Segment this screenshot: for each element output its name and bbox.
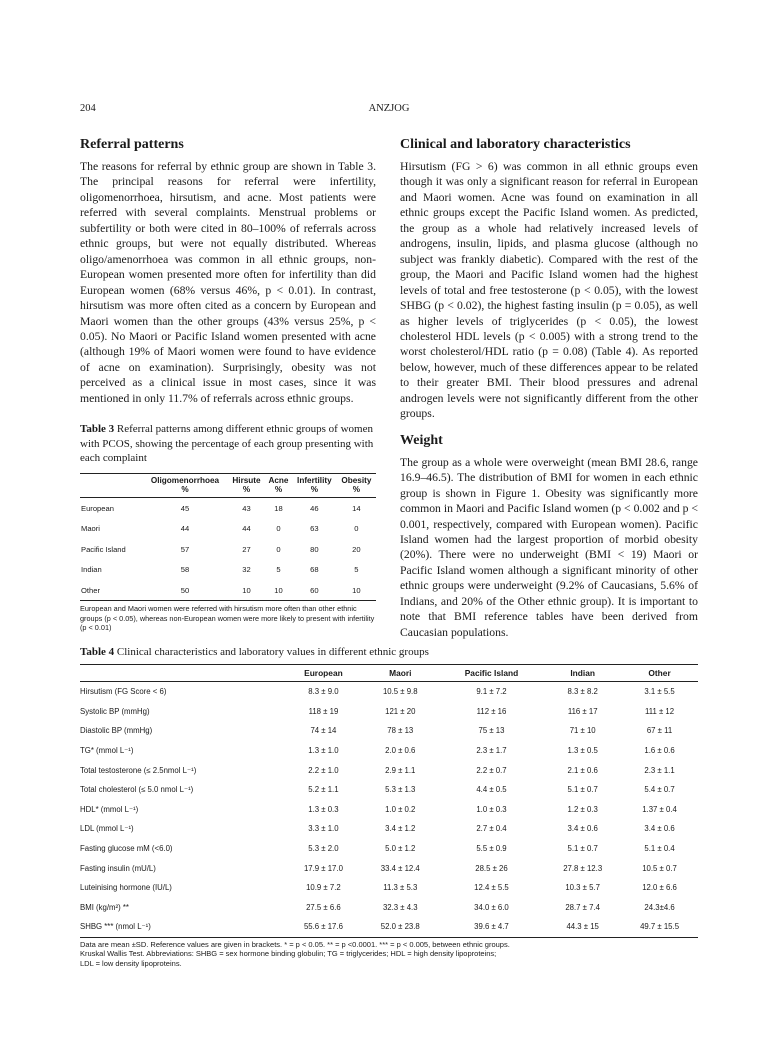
table4-caption-label: Table 4 — [80, 646, 115, 658]
table4-row-label: HDL* (mmol L⁻¹) — [80, 804, 139, 814]
table4-cell: 3.4 ± 1.2 — [385, 824, 416, 834]
table3-cell: 45 — [180, 503, 190, 513]
table4-cell: 2.2 ± 0.7 — [476, 765, 507, 775]
table4-cell: 111 ± 12 — [644, 706, 675, 716]
table4-cell: 71 ± 10 — [569, 726, 596, 736]
page-number: 204 — [80, 103, 96, 114]
table4-cell: 1.3 ± 0.3 — [308, 804, 339, 814]
table4-cell: 55.6 ± 17.6 — [285, 917, 362, 937]
table4-cell: 121 ± 20 — [385, 706, 416, 716]
left-column — [80, 136, 376, 633]
table4-cell: 9.1 ± 7.2 — [476, 687, 507, 697]
table4-cell: 39.6 ± 4.7 — [439, 917, 545, 937]
table4-row-label: BMI (kg/m²) ** — [80, 902, 129, 912]
table3-cell: 32 — [242, 565, 251, 574]
table3-cell: 14 — [352, 503, 361, 513]
table3-header-cell: Infertility — [292, 473, 337, 485]
table4-cell: 3.4 ± 0.6 — [567, 824, 598, 834]
table4-cell: 52.0 ± 23.8 — [362, 917, 439, 937]
table3-cell: 43 — [242, 503, 251, 513]
table3-header-cell: Hirsute — [228, 473, 265, 485]
table4-cell: 5.3 ± 2.0 — [308, 844, 339, 854]
table4-cell: 1.6 ± 0.6 — [644, 746, 675, 756]
table4-cell: 33.4 ± 12.4 — [380, 863, 420, 873]
table-row — [80, 800, 698, 820]
table-row — [80, 721, 698, 741]
table4-cell: 74 ± 14 — [310, 726, 337, 736]
table-row — [80, 819, 698, 839]
table4-cell: 118 ± 19 — [308, 706, 339, 716]
table3-cell: 27 — [242, 544, 251, 554]
table4-cell: 2.2 ± 1.0 — [308, 765, 339, 775]
table3-footnote: European and Maori women were referred with hirsutism more often than other ethnic groups (p < 0.05), whereas non-European women were more likely to present with infertility (p < 0.01) — [80, 604, 375, 633]
table4-cell: 5.3 ± 1.3 — [385, 785, 416, 795]
table4-block — [80, 646, 698, 969]
table3-cell: 68 — [310, 565, 319, 574]
table4-footnote-line: LDL = low density lipoproteins. — [80, 959, 182, 969]
table4-cell: 5.2 ± 1.1 — [308, 785, 339, 795]
table3-cell: 0 — [276, 524, 281, 533]
section-heading-weight: Weight — [400, 432, 443, 448]
table-row — [80, 702, 698, 722]
table3-cell: 5 — [276, 565, 281, 574]
table4-cell: 1.0 ± 0.2 — [385, 804, 416, 814]
table4-row-label: Fasting glucose mM (<6.0) — [80, 844, 173, 854]
table4-row-label: Systolic BP (mmHg) — [80, 706, 150, 716]
table-row — [80, 741, 698, 761]
section-heading-referral: Referral patterns — [80, 137, 184, 152]
table4-header-cell: European — [285, 665, 362, 682]
table3-header-cell: Obesity — [337, 473, 376, 485]
table4-cell: 1.3 ± 1.0 — [308, 746, 339, 756]
table3-row-label: Indian — [81, 565, 102, 574]
table-row — [80, 760, 698, 780]
table3-header-cell: Oligomenorrhoea — [142, 473, 228, 485]
table3-unit-cell: % — [265, 485, 292, 498]
table4-caption-text: Clinical characteristics and laboratory values in different ethnic groups — [116, 646, 429, 658]
table4-cell: 1.2 ± 0.3 — [567, 804, 598, 814]
table-row — [80, 559, 376, 580]
table4-cell: 17.9 ± 17.0 — [303, 863, 343, 873]
table3-cell: 10 — [265, 580, 292, 601]
table4-cell: 10.3 ± 5.7 — [565, 883, 600, 893]
table3-caption-label: Table 3 — [80, 423, 115, 436]
table4-footnotes — [80, 940, 698, 969]
table4-cell: 4.4 ± 0.5 — [476, 785, 507, 795]
table4-cell: 24.3±4.6 — [644, 902, 675, 912]
table4-cell: 44.3 ± 15 — [544, 917, 621, 937]
journal-name: ANZJOG — [368, 103, 410, 114]
table4-cell: 5.1 ± 0.7 — [567, 844, 598, 854]
table3-cell: 18 — [274, 503, 283, 513]
table4-header-cell: Maori — [362, 665, 439, 682]
table3-row-label: Pacific Island — [81, 544, 126, 554]
table3-caption-text: Referral patterns among different ethnic groups of women with PCOS, showing the percentage of each group presenting with each complaint — [80, 423, 374, 465]
page-header — [80, 103, 698, 117]
table4-row-label: LDL (mmol L⁻¹) — [80, 824, 134, 834]
table3-cell: 60 — [292, 580, 337, 601]
table3-caption — [80, 422, 376, 466]
table4-cell: 67 ± 11 — [646, 726, 673, 736]
table3-unit-cell: % — [142, 485, 228, 498]
section-heading-clinical: Clinical and laboratory characteristics — [400, 137, 631, 152]
table4-cell: 8.3 ± 8.2 — [567, 687, 598, 697]
table4-cell: 12.0 ± 6.6 — [642, 883, 677, 893]
table-row — [80, 539, 376, 560]
table3-cell: 80 — [310, 544, 319, 554]
table3-cell: 10 — [337, 580, 376, 601]
table3-header-row — [80, 473, 376, 485]
table3-row-label: European — [81, 503, 114, 513]
table4-cell: 3.4 ± 0.6 — [644, 824, 675, 834]
table4-row-label: Total cholesterol (≤ 5.0 nmol L⁻¹) — [80, 785, 194, 795]
table4-cell: 49.7 ± 15.5 — [621, 917, 698, 937]
table4-cell: 5.1 ± 0.7 — [567, 785, 598, 795]
table4-footnote-line: Data are mean ±SD. Reference values are given in brackets. * = p < 0.05. ** = p <0.0001. *** = p < 0.005, between ethnic groups. — [80, 939, 510, 949]
table4-cell: 1.3 ± 0.5 — [567, 746, 598, 756]
table3-header-cell — [80, 473, 142, 485]
weight-paragraph: The group as a whole were overweight (mean BMI 28.6, range 16.9–46.5). The distribution of BMI for women in each ethnic group is shown in Figure 1. Obesity was significantly more common in Maori and Pacific Island women (p < 0.002 and p < 0.001, respectively, compared with European women). Pacific Island women had the largest proportion of morbid obesity (20%). There were no underweight (BMI < 19) Maori or Pacific Island women although a significant minority of other ethnic groups were underweight (9.2% of Caucasians, 5.6% of Indians, and 20% of the Other ethnic group). It is important to note that BMI reference tables have been derived from Caucasian populations. — [400, 455, 698, 639]
table3-units-row — [80, 485, 376, 498]
table4-cell: 1.0 ± 0.3 — [476, 804, 507, 814]
table4-cell: 5.4 ± 0.7 — [644, 785, 675, 795]
table4-cell: 2.0 ± 0.6 — [385, 746, 416, 756]
table4-row-label: TG* (mmol L⁻¹) — [80, 746, 134, 756]
table3-unit-cell — [80, 485, 142, 498]
table-row — [80, 858, 698, 878]
table3-header-cell: Acne — [265, 473, 292, 485]
table-row — [80, 878, 698, 898]
table4 — [80, 664, 698, 938]
table-row — [80, 898, 698, 918]
right-column — [400, 136, 698, 640]
table4-cell: 1.37 ± 0.4 — [642, 804, 677, 814]
table3-row-label: Maori — [81, 524, 100, 533]
table3-cell: 20 — [352, 544, 361, 554]
table4-cell: 11.3 ± 5.3 — [383, 883, 418, 893]
table4-row-label: SHBG *** (nmol L⁻¹) — [80, 917, 285, 937]
table3-cell: 57 — [180, 544, 190, 554]
clinical-paragraph: Hirsutism (FG > 6) was common in all ethnic groups even though it was only a significant reason for referral in European and Maori women. Acne was found on examination in all ethnic groups except the Pacific Island women. As predicted, the group as a whole had relatively increased levels of androgens, insulin, lipids, and plasma glucose (although no subject was frankly diabetic). Compared with the rest of the group, the Maori and Pacific Island women had the highest levels of total and free testosterone (p < 0.05), with the lowest SHBG (p < 0.02), the highest fasting insulin (p = 0.05), as well as higher levels of triglycerides (p < 0.05), the lowest cholesterol HDL levels (p < 0.005) with a strong trend to the worst cholesterol/HDL ratio (p = 0.08) (Table 4). As reported below, however, much of these differences appear to be related to their greater BMI. Their blood pressures and adrenal androgen levels were not significantly different from the other groups. — [400, 160, 698, 421]
table4-cell: 2.9 ± 1.1 — [385, 765, 416, 775]
referral-paragraph: The reasons for referral by ethnic group are shown in Table 3. The principal reasons for referral were infertility, oligomenorrhoea, hirsutism, and acne. Most patients were referred with several complaints. Menstrual problems or subfertility or both were cited in 80–100% of referrals across ethnic groups, but were not equally distributed. Whereas oligo/amenorrhoea was common in all ethnic groups, non-European women presented more often for infertility than did European women (68% versus 46%, p < 0.01). In contrast, hirsutism was more often cited as a concern by European and Maori women than the other groups (43% versus 25%, p < 0.05). No Maori or Pacific Island women presented with acne (although 19% of Maori women were found to have evidence of acne on examination). Surprisingly, obesity was not perceived as a clinical issue in most cases, since it was mentioned in only 11.7% of referrals across ethnic groups. — [80, 160, 376, 405]
table3-cell: 44 — [180, 524, 190, 533]
table4-cell: 116 ± 17 — [567, 706, 598, 716]
table-row — [80, 839, 698, 859]
table-row — [80, 518, 376, 539]
table4-cell: 2.1 ± 0.6 — [567, 765, 598, 775]
table-row — [80, 580, 376, 601]
table4-cell: 28.5 ± 26 — [475, 863, 508, 873]
table-row — [80, 780, 698, 800]
table4-cell: 34.0 ± 6.0 — [474, 902, 509, 912]
table4-header-cell — [80, 665, 285, 682]
table4-row-label: Luteinising hormone (IU/L) — [80, 883, 172, 893]
table4-cell: 2.3 ± 1.7 — [476, 746, 507, 756]
table4-cell: 75 ± 13 — [478, 726, 505, 736]
table4-cell: 78 ± 13 — [387, 726, 414, 736]
table4-row-label: Hirsutism (FG Score < 6) — [80, 687, 167, 697]
table3-unit-cell: % — [292, 485, 337, 498]
table4-cell: 32.3 ± 4.3 — [382, 902, 418, 912]
table3-cell: 5 — [354, 565, 359, 574]
table3-row-label: Other — [80, 580, 142, 601]
table4-cell: 3.1 ± 5.5 — [644, 687, 675, 697]
table4-cell: 28.7 ± 7.4 — [565, 902, 600, 912]
table4-cell: 5.5 ± 0.9 — [476, 844, 507, 854]
table4-cell: 112 ± 16 — [476, 706, 507, 716]
table-row — [80, 497, 376, 518]
table4-cell: 12.4 ± 5.5 — [474, 883, 509, 893]
table4-header-cell: Other — [621, 665, 698, 682]
table4-footnote-line: Kruskal Wallis Test. Abbreviations: SHBG = sex hormone binding globulin; TG = triglycerides; HDL = high density lipoproteins; — [80, 949, 497, 959]
table3-cell: 10 — [228, 580, 265, 601]
table-row — [80, 917, 698, 937]
table4-cell: 3.3 ± 1.0 — [308, 824, 339, 834]
table3-unit-cell: % — [337, 485, 376, 498]
table4-cell: 2.7 ± 0.4 — [476, 824, 507, 834]
table3-cell: 0 — [276, 544, 281, 554]
table3-cell: 0 — [354, 524, 359, 533]
table3-cell: 58 — [180, 565, 190, 574]
table4-header-cell: Indian — [544, 665, 621, 682]
table3-unit-cell: % — [228, 485, 265, 498]
table-row — [80, 682, 698, 702]
table4-row-label: Fasting insulin (mU/L) — [80, 863, 156, 873]
table4-row-label: Total testosterone (≤ 2.5nmol L⁻¹) — [80, 765, 197, 775]
table3-cell: 50 — [142, 580, 228, 601]
table3-cell: 44 — [242, 524, 251, 533]
table4-cell: 5.0 ± 1.2 — [385, 844, 416, 854]
table4-header-cell: Pacific Island — [439, 665, 545, 682]
table4-cell: 8.3 ± 9.0 — [308, 687, 339, 697]
table3-cell: 46 — [310, 503, 319, 513]
table4-cell: 27.5 ± 6.6 — [306, 902, 341, 912]
table4-row-label: Diastolic BP (mmHg) — [80, 726, 153, 736]
table4-header-row — [80, 665, 698, 682]
table3-cell: 63 — [310, 524, 319, 533]
table4-cell: 10.5 ± 0.7 — [642, 863, 677, 873]
table4-cell: 27.8 ± 12.3 — [563, 863, 603, 873]
table4-caption — [80, 646, 698, 658]
table3 — [80, 473, 376, 602]
table4-cell: 10.5 ± 9.8 — [382, 687, 418, 697]
table4-cell: 5.1 ± 0.4 — [644, 844, 675, 854]
table4-cell: 10.9 ± 7.2 — [306, 883, 341, 893]
table4-cell: 2.3 ± 1.1 — [644, 765, 675, 775]
